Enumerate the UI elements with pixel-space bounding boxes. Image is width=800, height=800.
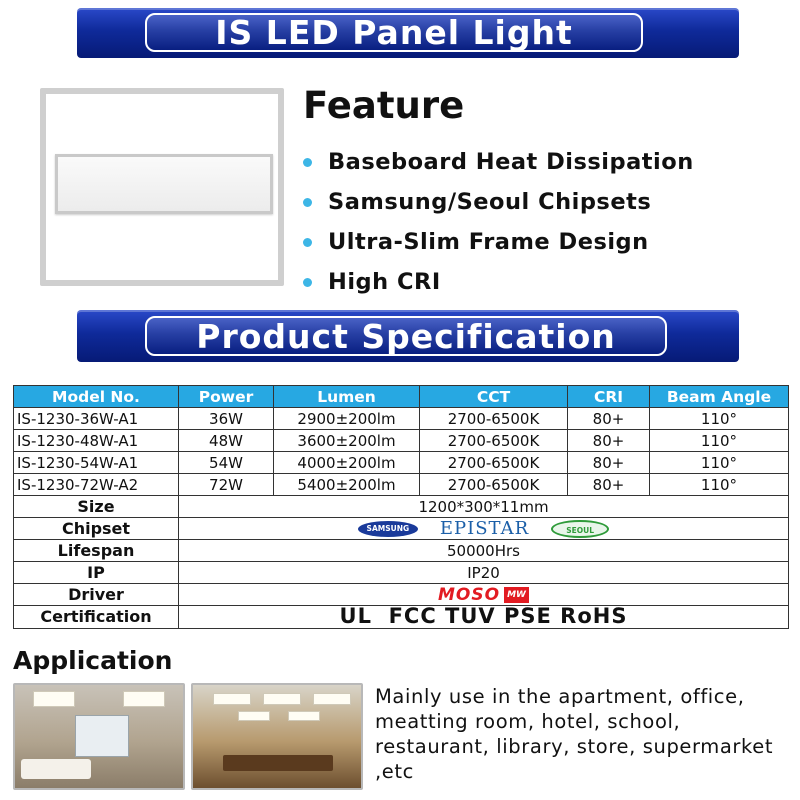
feature-item-label: Baseboard Heat Dissipation: [328, 149, 694, 175]
column-header-power: Power: [179, 386, 274, 408]
cell-cri: 80+: [568, 474, 650, 496]
header-banner: [77, 8, 739, 58]
ceiling-panel-shape: [213, 693, 251, 705]
bullet-icon: [303, 238, 312, 247]
table-row: [14, 474, 789, 496]
ceiling-panel-shape: [238, 711, 270, 721]
cell-cri: 80+: [568, 430, 650, 452]
feature-list: [303, 142, 694, 302]
cell-cct: 2700-6500K: [420, 430, 568, 452]
epistar-logo: EPISTAR: [439, 517, 530, 539]
ip-value: IP20: [179, 562, 789, 584]
driver-row: [14, 584, 789, 606]
cell-beam-angle: 110°: [650, 474, 789, 496]
size-label: Size: [14, 496, 179, 518]
chipset-row: [14, 518, 789, 540]
cell-cct: 2700-6500K: [420, 408, 568, 430]
size-row: [14, 496, 789, 518]
ceiling-panel-shape: [288, 711, 320, 721]
column-header-beam-angle: Beam Angle: [650, 386, 789, 408]
cell-lumen: 3600±200lm: [274, 430, 420, 452]
feature-item: [303, 182, 694, 222]
feature-item-label: Ultra-Slim Frame Design: [328, 229, 649, 255]
feature-item: [303, 262, 694, 302]
spec-heading: Product Specification: [145, 316, 667, 356]
table-row: [14, 408, 789, 430]
table-row: [14, 430, 789, 452]
ip-row: [14, 562, 789, 584]
table-row: [14, 452, 789, 474]
lifespan-value: 50000Hrs: [179, 540, 789, 562]
cell-cct: 2700-6500K: [420, 474, 568, 496]
cell-lumen: 5400±200lm: [274, 474, 420, 496]
bullet-icon: [303, 158, 312, 167]
column-header-cri: CRI: [568, 386, 650, 408]
window-shape: [75, 715, 129, 757]
ceiling-panel-shape: [263, 693, 301, 705]
led-panel-illustration: [55, 154, 273, 214]
feature-item-label: High CRI: [328, 269, 441, 295]
product-image: [40, 88, 284, 286]
certification-label: Certification: [14, 606, 179, 629]
ceiling-panel-shape: [33, 691, 75, 707]
bathroom-photo: [13, 683, 185, 790]
feature-item: [303, 222, 694, 262]
cell-model: IS-1230-36W-A1: [14, 408, 179, 430]
column-header-model: Model No.: [14, 386, 179, 408]
feature-heading: Feature: [303, 84, 465, 127]
spec-banner: [77, 310, 739, 362]
feature-item-label: Samsung/Seoul Chipsets: [328, 189, 652, 215]
bathtub-shape: [21, 759, 91, 779]
driver-logos: [179, 585, 788, 605]
ceiling-panel-shape: [123, 691, 165, 707]
driver-logos-cell: [179, 584, 789, 606]
cell-beam-angle: 110°: [650, 452, 789, 474]
cell-power: 72W: [179, 474, 274, 496]
meanwell-logo: MW: [504, 587, 529, 603]
cell-model: IS-1230-54W-A1: [14, 452, 179, 474]
ceiling-panel-shape: [313, 693, 351, 705]
cell-beam-angle: 110°: [650, 408, 789, 430]
cell-cri: 80+: [568, 408, 650, 430]
cell-model: IS-1230-48W-A1: [14, 430, 179, 452]
cell-beam-angle: 110°: [650, 430, 789, 452]
desk-shape: [223, 755, 333, 771]
chipset-label: Chipset: [14, 518, 179, 540]
cell-cri: 80+: [568, 452, 650, 474]
lifespan-label: Lifespan: [14, 540, 179, 562]
certification-value: UL FCC TUV PSE RoHS: [339, 605, 628, 628]
certification-row: [14, 606, 789, 629]
cell-power: 36W: [179, 408, 274, 430]
chipset-logos-cell: [179, 518, 789, 540]
cell-power: 54W: [179, 452, 274, 474]
page-title: IS LED Panel Light: [145, 13, 643, 52]
cell-cct: 2700-6500K: [420, 452, 568, 474]
application-description: Mainly use in the apartment, office, meatting room, hotel, school, restaurant, library, store, supermarket ,etc: [375, 685, 774, 783]
column-header-lumen: Lumen: [274, 386, 420, 408]
bullet-icon: [303, 278, 312, 287]
moso-logo: MOSO: [438, 584, 501, 605]
cell-power: 48W: [179, 430, 274, 452]
seoul-logo: SEOUL: [551, 520, 609, 538]
column-header-cct: CCT: [420, 386, 568, 408]
spec-table: [13, 385, 789, 629]
samsung-logo: SAMSUNG: [358, 521, 418, 537]
table-header-row: [14, 386, 789, 408]
ip-label: IP: [14, 562, 179, 584]
office-photo: [191, 683, 363, 790]
bullet-icon: [303, 198, 312, 207]
driver-label: Driver: [14, 584, 179, 606]
product-image-background: [46, 94, 278, 280]
lifespan-row: [14, 540, 789, 562]
feature-item: [303, 142, 694, 182]
application-heading: Application: [13, 646, 173, 675]
cell-lumen: 2900±200lm: [274, 408, 420, 430]
cell-model: IS-1230-72W-A2: [14, 474, 179, 496]
size-value: 1200*300*11mm: [179, 496, 789, 518]
cell-lumen: 4000±200lm: [274, 452, 420, 474]
chipset-logos: [179, 519, 788, 539]
certification-value-cell: [179, 606, 789, 629]
